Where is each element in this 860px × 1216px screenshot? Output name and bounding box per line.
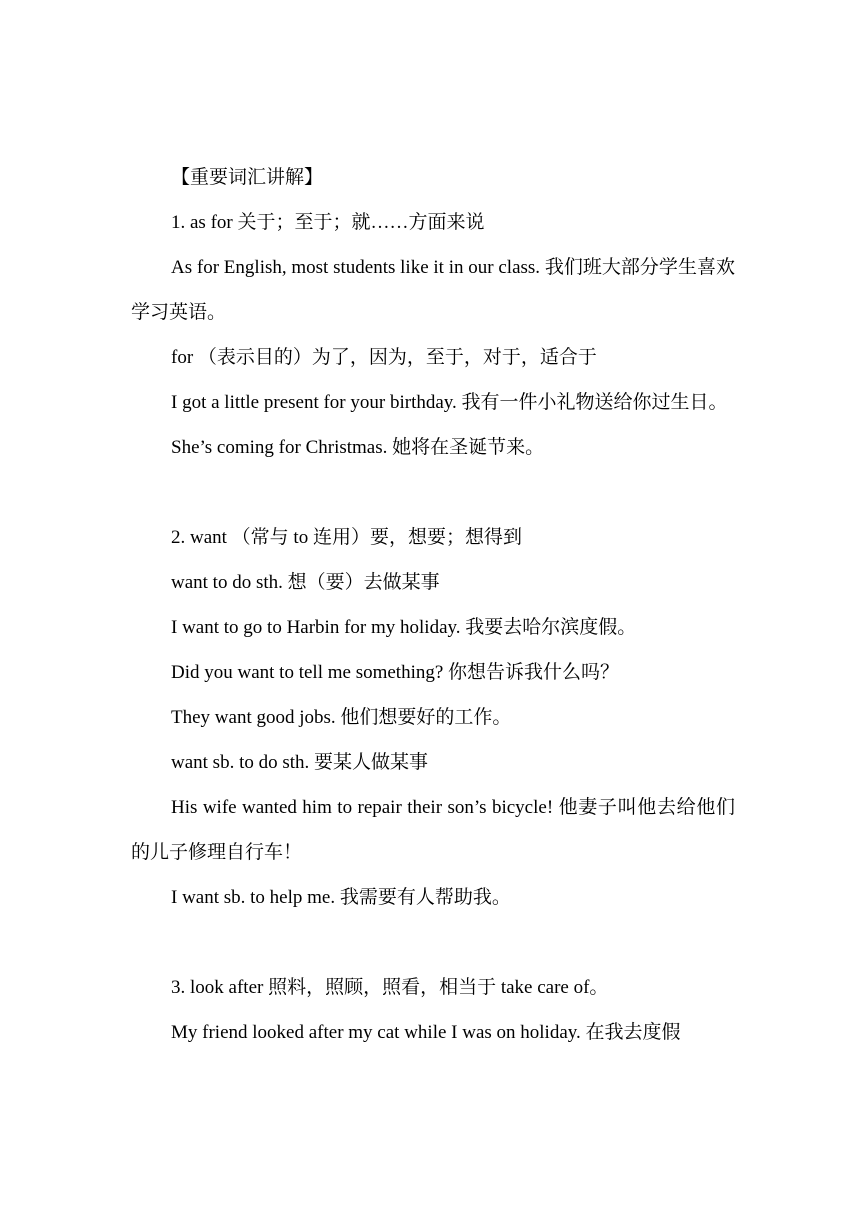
- document-content: [131, 155, 735, 1055]
- usage-pattern: want to do sth. 想（要）去做某事: [171, 572, 440, 593]
- example-sentence: I want to go to Harbin for my holiday. 我要去哈尔滨度假。: [171, 617, 637, 638]
- example-sentence: I want sb. to help me. 我需要有人帮助我。: [171, 887, 511, 908]
- example-sentence: As for English, most students like it in our class. 我们班大部分学生喜欢学习英语。: [131, 257, 735, 323]
- paragraph-spacer: [131, 470, 735, 515]
- example-sentence: His wife wanted him to repair their son’s bicycle! 他妻子叫他去给他们的儿子修理自行车！: [131, 797, 735, 863]
- vocab-entry-look-after: 3. look after 照料，照顾，照看，相当于 take care of。: [171, 977, 609, 998]
- example-sentence: They want good jobs. 他们想要好的工作。: [171, 707, 512, 728]
- vocab-entry-as-for: 1. as for 关于；至于；就……方面来说: [171, 212, 485, 233]
- vocab-entry-want: 2. want （常与 to 连用）要，想要；想得到: [171, 527, 522, 548]
- example-sentence: My friend looked after my cat while I was on holiday. 在我去度假: [171, 1022, 681, 1043]
- vocab-entry-for: for （表示目的）为了，因为，至于，对于，适合于: [171, 347, 597, 368]
- paragraph-spacer: [131, 920, 735, 965]
- usage-pattern: want sb. to do sth. 要某人做某事: [171, 752, 429, 773]
- example-sentence: She’s coming for Christmas. 她将在圣诞节来。: [171, 437, 545, 458]
- example-sentence: Did you want to tell me something? 你想告诉我什么吗？: [171, 662, 620, 683]
- example-sentence: I got a little present for your birthday. 我有一件小礼物送给你过生日。: [171, 392, 728, 413]
- section-heading: 【重要词汇讲解】: [171, 167, 324, 188]
